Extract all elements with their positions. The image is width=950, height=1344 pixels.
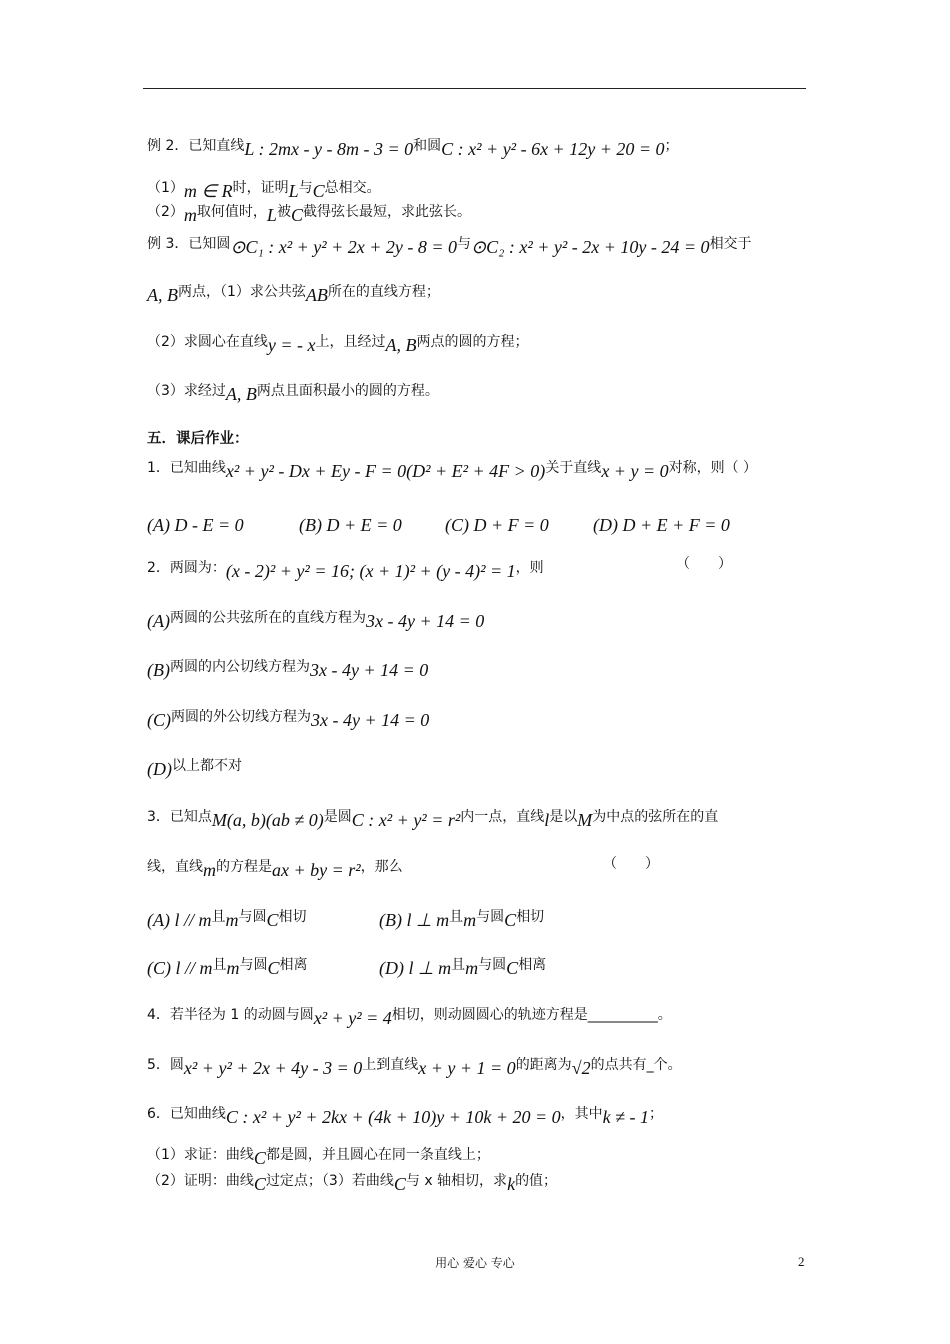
heading-text: 五．课后作业： xyxy=(147,431,249,447)
text: 1．已知曲线 xyxy=(147,460,226,476)
text: 相离 xyxy=(279,957,308,973)
text: 的距离为 xyxy=(515,1057,572,1073)
text: 相切 xyxy=(516,909,545,925)
text: 与圆 xyxy=(239,957,268,973)
text: 线，直线 xyxy=(147,859,203,875)
text: 的点共有_个。 xyxy=(590,1057,682,1073)
text: 且 xyxy=(451,957,466,973)
text: 总相交。 xyxy=(324,180,381,196)
math: (B) l ⊥ m xyxy=(379,910,450,930)
math: (B) xyxy=(147,660,170,680)
text: 两点，（1）求公共弦 xyxy=(178,284,306,300)
text: 且 xyxy=(449,909,464,925)
math: y = - x xyxy=(267,335,316,355)
ex2-circle-equation: C : x² + y² - 6x + 12y + 20 = 0 xyxy=(441,139,665,159)
text: 上到直线 xyxy=(362,1057,419,1073)
hw-q1 xyxy=(147,456,758,481)
text: 是圆 xyxy=(323,809,352,825)
math: m xyxy=(225,910,239,930)
ex3-statement xyxy=(147,232,752,257)
text: 两圆的公共弦所在的直线方程为 xyxy=(169,610,366,626)
math: C xyxy=(253,1148,266,1168)
header-rule xyxy=(143,88,806,89)
math: m xyxy=(226,958,240,978)
hw-q1-options xyxy=(147,510,730,535)
text: 关于直线 xyxy=(545,460,602,476)
math: C xyxy=(504,910,517,930)
text: 的值； xyxy=(515,1173,558,1189)
math: AB xyxy=(305,285,328,305)
math: ax + by = r² xyxy=(272,860,361,880)
text: 与圆 xyxy=(478,957,507,973)
math: m xyxy=(463,910,477,930)
text: 是以 xyxy=(549,809,578,825)
text: 两点的圆的方程； xyxy=(416,334,529,350)
math: k ≠ - 1 xyxy=(602,1107,650,1127)
ex3-circle2-equation: ⊙C₂ : x² + y² - 2x + 10y - 24 = 0 xyxy=(471,237,710,257)
math: C xyxy=(506,958,519,978)
hw-q3-options-ab xyxy=(147,905,545,930)
math: (A) xyxy=(147,611,170,631)
ex3-q1 xyxy=(147,280,440,305)
math: m xyxy=(183,205,197,225)
ex2-text: 和圆 xyxy=(413,138,442,154)
text: 以上都不对 xyxy=(172,758,242,774)
text: ； xyxy=(649,1106,664,1122)
math: (C) l // m xyxy=(147,958,213,978)
math: m xyxy=(203,860,216,880)
math: C xyxy=(266,910,279,930)
text: 内一点，直线 xyxy=(460,809,545,825)
ex3-circle1-equation: ⊙C₁ : x² + y² + 2x + 2y - 8 = 0 xyxy=(230,237,458,257)
text: （2）求圆心在直线 xyxy=(147,334,268,350)
text: 时，证明 xyxy=(232,180,289,196)
text: （2） xyxy=(147,204,184,220)
text: 与圆 xyxy=(238,909,267,925)
math: C xyxy=(253,1174,266,1194)
math: x² + y² - Dx + Ey - F = 0(D² + E² + 4F > 0) xyxy=(225,461,546,481)
math: A, B xyxy=(385,335,417,355)
math: √2 xyxy=(571,1058,591,1078)
text: 相离 xyxy=(518,957,547,973)
option-a: (A) D - E = 0 xyxy=(147,515,244,535)
text: ，其中 xyxy=(560,1106,603,1122)
math: M xyxy=(577,810,593,830)
text: 的方程是 xyxy=(216,859,272,875)
option-b xyxy=(379,905,545,930)
math: C xyxy=(312,181,325,201)
ex3-q2 xyxy=(147,330,529,355)
text: （2）证明：曲线 xyxy=(147,1173,254,1189)
text: ，则 xyxy=(515,560,544,576)
text: 两点且面积最小的圆的方程。 xyxy=(256,383,439,399)
hw-q2-option-b xyxy=(147,655,429,680)
hw-q2-option-c xyxy=(147,705,430,730)
text: 对称，则（ ） xyxy=(668,460,758,476)
option-d xyxy=(379,953,547,978)
text: 与 xyxy=(298,180,313,196)
text: 且 xyxy=(211,909,226,925)
math: 3x - 4y + 14 = 0 xyxy=(311,710,430,730)
ex2-part1 xyxy=(147,176,381,201)
math: A, B xyxy=(225,384,257,404)
math: (D) l ⊥ m xyxy=(379,958,452,978)
math: C xyxy=(290,205,303,225)
text: 上，且经过 xyxy=(315,334,386,350)
hw-q5 xyxy=(147,1053,682,1078)
text: 3．已知点 xyxy=(147,809,212,825)
text: 过定点；（3）若曲线 xyxy=(265,1173,394,1189)
math: k xyxy=(507,1174,516,1194)
text: 相切 xyxy=(278,909,307,925)
math: C : x² + y² + 2kx + (4k + 10)y + 10k + 20 = 0 xyxy=(225,1107,561,1127)
math: x² + y² + 2x + 4y - 3 = 0 xyxy=(183,1058,363,1078)
option-c xyxy=(147,953,379,978)
hw-q3-paren xyxy=(603,853,659,874)
text: 2．两圆为： xyxy=(147,560,226,576)
math: A, B xyxy=(147,285,178,305)
math: m xyxy=(465,958,479,978)
text: 6．已知曲线 xyxy=(147,1106,226,1122)
page-footer: 用心 爱心 专心 xyxy=(435,1256,515,1270)
text: （3）求经过 xyxy=(147,383,226,399)
math: 3x - 4y + 14 = 0 xyxy=(309,660,429,680)
hw-q6 xyxy=(147,1102,664,1127)
ex2-label: 例 2．已知直线 xyxy=(147,138,245,154)
text: 所在的直线方程； xyxy=(327,284,440,300)
option-c: (C) D + F = 0 xyxy=(445,515,549,535)
hw-q2-option-d xyxy=(147,754,242,779)
math: 3x - 4y + 14 = 0 xyxy=(365,611,485,631)
math: (C) xyxy=(147,710,171,730)
hw-q2-option-a xyxy=(147,606,485,631)
text: （ ） xyxy=(676,556,732,572)
ex3-label: 例 3．已知圆 xyxy=(147,236,231,252)
math: x + y + 1 = 0 xyxy=(418,1058,516,1078)
text: 被 xyxy=(276,204,291,220)
text: 与圆 xyxy=(476,909,505,925)
text: 相交于 xyxy=(709,236,752,252)
text: 相切，则动圆圆心的轨迹方程是__________。 xyxy=(391,1007,672,1023)
text: （ ） xyxy=(603,856,659,872)
math: x + y = 0 xyxy=(601,461,669,481)
text: 5．圆 xyxy=(147,1057,184,1073)
hw-q2-paren xyxy=(676,553,732,574)
text: 为中点的弦所在的直 xyxy=(592,809,719,825)
section-heading xyxy=(147,428,249,449)
ex2-line-equation: L : 2mx - y - 8m - 3 = 0 xyxy=(244,139,414,159)
text: 与 xyxy=(457,236,472,252)
hw-q3-options-cd xyxy=(147,953,547,978)
ex2-text: ； xyxy=(664,138,679,154)
math: m ∈ R xyxy=(183,181,233,201)
text: 两圆的外公切线方程为 xyxy=(171,709,311,725)
text: 两圆的内公切线方程为 xyxy=(169,659,310,675)
text: 取何值时， xyxy=(196,204,267,220)
ex2-statement xyxy=(147,134,679,159)
hw-q6-part1 xyxy=(147,1143,490,1168)
text: （1）求证：曲线 xyxy=(147,1147,254,1163)
math: (D) xyxy=(147,759,172,779)
hw-q2 xyxy=(147,556,544,581)
math: L xyxy=(288,181,299,201)
ex3-q3 xyxy=(147,379,439,404)
page-number: 2 xyxy=(798,1254,805,1269)
math: C xyxy=(393,1174,406,1194)
math: C xyxy=(267,958,280,978)
text: 且 xyxy=(212,957,227,973)
text: 与 x 轴相切，求 xyxy=(405,1173,508,1189)
math: L xyxy=(266,205,277,225)
hw-q3-cont xyxy=(147,855,403,880)
text: 4．若半径为 1 的动圆与圆 xyxy=(147,1007,314,1023)
ex2-part2 xyxy=(147,200,471,225)
math: x² + y² = 4 xyxy=(313,1008,392,1028)
option-a xyxy=(147,905,379,930)
hw-q3 xyxy=(147,805,719,830)
text: 都是圆，并且圆心在同一条直线上； xyxy=(265,1147,490,1163)
text: 截得弦长最短，求此弦长。 xyxy=(302,204,471,220)
math: M(a, b)(ab ≠ 0) xyxy=(211,810,324,830)
math: l xyxy=(544,810,550,830)
math: C : x² + y² = r² xyxy=(351,810,461,830)
hw-q4 xyxy=(147,1003,672,1028)
option-d: (D) D + E + F = 0 xyxy=(593,515,730,535)
hw-q6-part2 xyxy=(147,1169,558,1194)
math: (A) l // m xyxy=(147,910,212,930)
text: ，那么 xyxy=(360,859,403,875)
text: （1） xyxy=(147,180,184,196)
option-b: (B) D + E = 0 xyxy=(299,515,402,535)
math: (x - 2)² + y² = 16; (x + 1)² + (y - 4)² = 1 xyxy=(225,561,516,581)
